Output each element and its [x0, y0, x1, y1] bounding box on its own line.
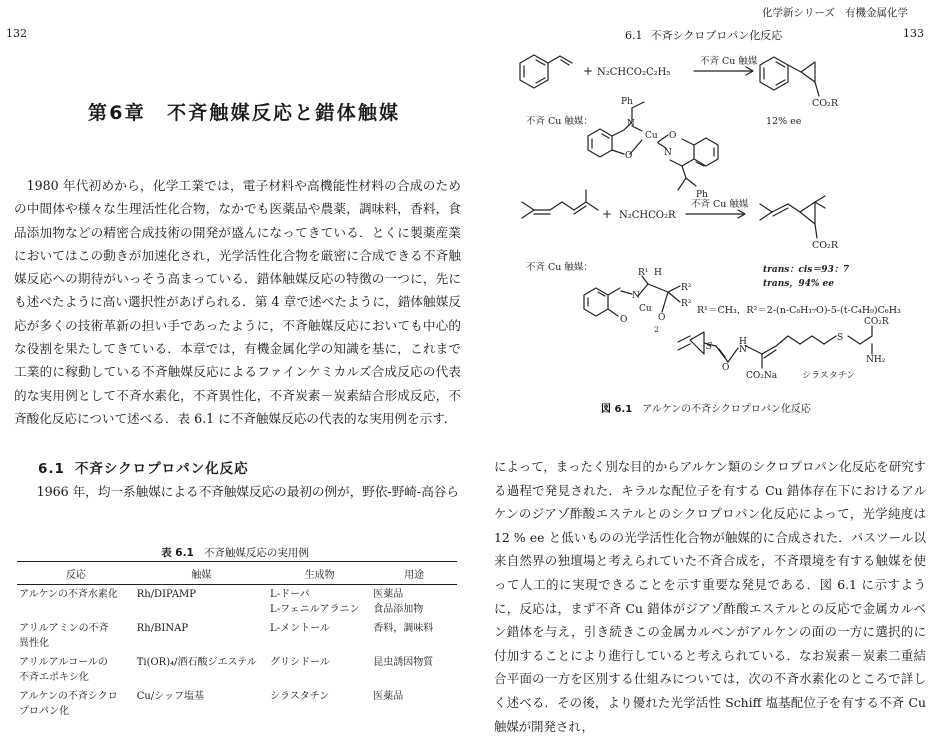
reaction-arrow	[686, 210, 745, 218]
table-cell-line: 昆虫誘因物質	[373, 657, 434, 668]
figure-caption	[601, 400, 811, 415]
running-section-number: 6.1	[625, 29, 643, 42]
table-row	[17, 619, 457, 653]
table-cell-line: アリルアルコールの	[19, 657, 108, 668]
table-cell-line: Rh/DIPAMP	[136, 589, 197, 600]
cat1-label: Ph	[696, 190, 708, 200]
table-cell	[17, 653, 135, 687]
table-cell-line: L-フェニルアラニン	[270, 604, 360, 615]
figure-title: アルケンの不斉シクロプロパン化反応	[642, 404, 811, 415]
table-cell-line: プロパン化	[19, 706, 69, 717]
table-cell-line: L-メントール	[270, 623, 330, 634]
table-cell-line: Rh/BINAP	[136, 623, 189, 634]
cat1-label: Cu	[645, 131, 658, 141]
product-group: CO₂R	[812, 240, 839, 251]
cat2-label: Cu	[639, 304, 652, 314]
table-caption	[0, 545, 470, 560]
table-cell	[371, 653, 457, 687]
table-cell-line: 食品添加物	[373, 604, 424, 615]
diene-structure	[522, 190, 598, 218]
series-title: 化学新シリーズ	[762, 7, 835, 19]
table-title: 不斉触媒反応の実用例	[203, 547, 309, 559]
table-cell-line: アルケンの不斉シクロ	[19, 691, 118, 702]
cyclopropane-product	[760, 57, 819, 96]
right-paragraph: によって，まったく別な目的からアルケン類のシクロプロパン化反応を研究する過程で発見された．キラルな配位子を有する Cu 錯体存在下におけるアルケンのジアゾ酢酸エステルとのシクロプロパン化反応によって，光学純度は 12 % ee と低いものの光学活性化合物が触媒的に合成された．パスツール以来自然界の独壇場と考えられていた不斉合成を，不斉環境を有する触媒を使って人工的に実現できることを示す重要な発見である．図 6.1 に示すように，反応は，まず不斉 Cu 錯体がジアゾ酢酸エステルとの反応で金属カルベン錯体を与え，引き続きこの金属カルベンがアルケンの面の一方に選択的に付加することにより進行していると考えられている．なお炭素－炭素二重結合平面の一方を区別する仕組みについては，次の不斉水素化のところで詳しく述べる．その後，より優れた光学活性 Schiff 塩基配位子を有する不斉 Cu 触媒が開発され，	[494, 459, 926, 734]
intro-text: 1980 年代初めから，化学工業では，電子材料や高機能性材料の合成のための中間体や様々な生理活性化合物，なかでも医薬品や農薬，調味料，香料，食品添加物などの精密合成技術の開発が盛んになってきている．とくに製薬産業においてはこの動きが加速化され，光学活性化合物を厳密に合成できる不斉触媒反応への期待がいっそう高まっている．錯体触媒反応の特徴の一つに，先にも述べたように高い選択性があげられる．第 4 章で述べたように，錯体触媒反応が多くの技術革新の担い手であったように，不斉触媒反応においても中心的な役割を果たしてきている．本章では，有機金属化学の知識を基に，これまで工業的に稼動している不斉触媒反応によるファインケミカルズ合成反応の代表的な実用例として不斉水素化，不斉異性化，不斉炭素－炭素結合形成反応，不斉酸化反応について述べる．表 6.1 に不斉触媒反応の代表的な実用例を示す．	[14, 178, 461, 426]
table-cell	[135, 585, 268, 620]
section-heading	[38, 457, 249, 477]
chapter-title: 第6章 不斉触媒反応と錯体触媒	[88, 102, 401, 124]
table-number: 表 6.1	[161, 547, 194, 559]
table-cell	[17, 687, 135, 721]
cila-label: N	[739, 345, 747, 355]
cilastatin-name: シラスタチン	[802, 371, 856, 381]
table-cell	[17, 619, 135, 653]
cat2-label: H	[654, 268, 662, 278]
table-row	[17, 653, 457, 687]
table-cell	[268, 619, 371, 653]
table-cell	[268, 585, 371, 620]
table-cell-line: グリシドール	[270, 657, 330, 668]
cila-label: NH₂	[866, 355, 886, 365]
table-cell-line: 香料，調味料	[373, 623, 434, 634]
plus-sign: +	[583, 64, 594, 78]
table-header-cell: 反応	[17, 562, 135, 585]
catalyst-complex-1	[588, 102, 718, 190]
right-body-text	[494, 455, 926, 738]
reagent-label: N₂CHCO₂C₂H₅	[597, 67, 671, 78]
cat1-label: Ph	[621, 97, 633, 107]
table-cell	[268, 687, 371, 721]
catalyst-label: 不斉 Cu 触媒：	[526, 262, 593, 273]
cila-label: H	[739, 337, 747, 347]
section-text: 1966 年，均一系触媒による不斉触媒反応の最初の例が，野依-野崎-高谷ら	[36, 484, 459, 499]
cila-label: CO₂R	[864, 317, 889, 327]
cila-label: S	[706, 342, 713, 352]
right-page-number: 133	[903, 27, 924, 40]
table-cell-line: Ti(OR)₄/酒石酸ジエステル	[136, 657, 257, 668]
table-cell-line: アリルアミンの不斉	[19, 623, 109, 634]
table-cell	[371, 687, 457, 721]
product-group: CO₂R	[812, 98, 839, 109]
cat1-label: N	[627, 119, 635, 129]
table-row	[17, 687, 457, 721]
cat2-label: 2	[654, 325, 659, 334]
intro-paragraph	[14, 174, 461, 430]
table-header-cell: 生成物	[268, 562, 371, 585]
cat2-label: R¹	[638, 268, 649, 278]
reaction-scheme-figure	[482, 40, 937, 395]
section-title: 不斉シクロプロパン化反応	[74, 461, 249, 477]
table-header-cell: 触媒	[135, 562, 268, 585]
table-cell-line: 異性化	[19, 638, 49, 649]
table-cell	[371, 585, 457, 620]
styrene-structure	[520, 55, 572, 88]
cat1-label: O	[669, 131, 677, 141]
table-cell-line: 不斉エポキシ化	[19, 672, 89, 683]
section-number: 6.1	[38, 461, 65, 477]
arrow-label: 不斉 Cu 触媒	[700, 56, 758, 67]
table-header-row	[17, 562, 457, 585]
applications-table	[17, 561, 457, 721]
table-cell-line: 医薬品	[373, 589, 404, 600]
cila-label: S	[837, 333, 844, 343]
table-cell	[135, 619, 268, 653]
arrow-label: 不斉 Cu 触媒	[691, 199, 749, 210]
ee-value: 12% ee	[766, 116, 802, 127]
reagent-label: N₂CHCO₂R	[619, 210, 676, 221]
table-body	[17, 585, 457, 722]
trans-cis-ratio: trans：cis＝93：7	[763, 265, 850, 275]
table-cell	[371, 619, 457, 653]
chrysanthemate-product	[760, 196, 825, 238]
book-title: 有機金属化学	[844, 7, 908, 19]
series-header	[762, 5, 908, 20]
table-cell	[268, 653, 371, 687]
cat2-label: R²	[681, 283, 692, 293]
figure-number: 図 6.1	[601, 404, 633, 415]
plus-sign: +	[602, 207, 613, 221]
cat2-label: N	[632, 291, 640, 301]
table-header-cell: 用途	[371, 562, 457, 585]
cila-label: O	[722, 363, 730, 373]
cila-label: CO₂Na	[746, 371, 778, 381]
table-cell-line: L-ドーパ	[270, 589, 310, 600]
running-section-title: 不斉シクロプロパン化反応	[650, 29, 783, 42]
table-cell-line: アルケンの不斉水素化	[19, 589, 118, 600]
cat2-label: O	[658, 313, 666, 323]
left-page-number: 132	[6, 27, 27, 40]
trans-ee: trans，94% ee	[763, 279, 835, 289]
table-cell-line: シラスタチン	[270, 691, 330, 702]
table-cell	[17, 585, 135, 620]
table-cell-line: 医薬品	[373, 691, 404, 702]
table-container	[17, 561, 457, 721]
table-cell	[135, 687, 268, 721]
cat2-label: R²	[681, 299, 692, 309]
cat1-label: N	[664, 148, 672, 158]
r-group-definition: R¹＝CH₃，R²＝2-(n-C₈H₁₇O)-5-(t-C₄H₉)C₆H₃	[697, 305, 901, 316]
reaction-arrow	[694, 67, 753, 75]
table-row	[17, 585, 457, 620]
cat1-label: O	[625, 151, 633, 161]
table-cell	[135, 653, 268, 687]
cat2-label: O	[620, 315, 628, 325]
table-cell-line: Cu/シッフ塩基	[136, 691, 204, 702]
catalyst-label: 不斉 Cu 触媒：	[526, 116, 593, 127]
